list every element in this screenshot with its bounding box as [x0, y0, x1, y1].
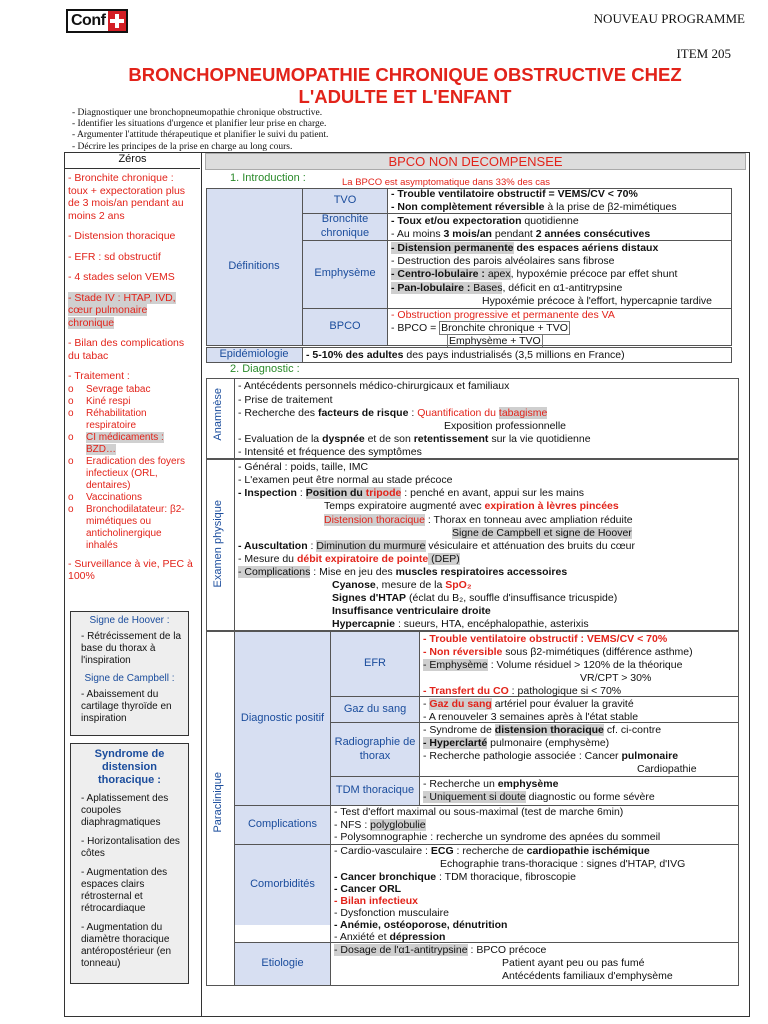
- ex-line: [332, 579, 471, 591]
- treatment-item: o Sevrage tabac: [68, 384, 196, 396]
- campbell-title: Signe de Campbell :: [84, 673, 175, 684]
- hoover-text: - Rétrécissement de la base du thorax à l'inspiration: [81, 631, 182, 666]
- x-rest: : Mise en jeu des: [310, 566, 396, 578]
- radio-label: Radiographie de thorax: [334, 736, 416, 762]
- m-rest: - Cardio-vasculaire :: [334, 845, 431, 857]
- comp-line: [334, 819, 426, 831]
- treatment-item: [68, 432, 196, 456]
- efr-line: VR/CPT > 30%: [580, 672, 652, 684]
- zero-stade-iv: - Stade IV : HTAP, IVD, cœur pulmonaire chronique: [68, 291, 176, 329]
- e-rest: , déficit en α1-antitrypsine: [502, 282, 623, 294]
- zero-item: - Bronchite chronique : toux + expectoration plus de 3 mois/an pendant au moins 2 ans: [68, 172, 186, 222]
- item-number: ITEM 205: [676, 46, 731, 61]
- zeros-heading: Zéros: [65, 153, 200, 169]
- ex-line: [238, 540, 635, 552]
- conf-plus-logo: [66, 9, 128, 33]
- objective: - Diagnostiquer une bronchopneumopathie chronique obstructive.: [72, 108, 323, 118]
- treatment-list: [68, 384, 196, 552]
- tvo-rest: à la prise de β2-mimétiques: [544, 201, 677, 213]
- bpco-line: - Obstruction progressive et permanente des VA: [391, 309, 615, 321]
- c-rest: - NFS :: [334, 819, 371, 831]
- treatment-item: o Eradication des foyers infectieux (ORL, dentaires): [68, 456, 196, 492]
- examen-label: Examen physique: [212, 500, 224, 588]
- emph-line: - Destruction des parois alvéolaires sans fibrose: [391, 255, 615, 267]
- ex-line: [238, 487, 584, 499]
- ci-medicaments: CI médicaments :: [86, 431, 164, 443]
- page-title: [60, 64, 750, 108]
- a-bold: dyspnée: [322, 433, 365, 445]
- objectives-list: [72, 108, 328, 153]
- b-bold: - Toux et/ou expectoration: [391, 215, 522, 227]
- tvo-line: - Trouble ventilatoire obstructif = VEMS/CV < 70%: [391, 188, 638, 200]
- bronchite-line: [391, 228, 650, 240]
- a-bold: retentissement: [413, 433, 489, 445]
- x-bold: Cyanose: [332, 579, 376, 591]
- intro-note: La BPCO est asymptomatique dans 33% des cas: [342, 177, 551, 188]
- a-rest: - Evaluation de la: [238, 433, 323, 445]
- r-bold: distension thoracique: [494, 724, 604, 736]
- efr-line: - Trouble ventilatoire obstructif : VEMS/CV < 70%: [423, 633, 668, 645]
- zero-item: - Distension thoracique: [68, 230, 176, 242]
- m-bold: cardiopathie ischémique: [526, 845, 650, 857]
- intro-title: 1. Introduction :: [230, 172, 306, 184]
- treatment-item: o Bronchodilatateur: β2-mimétiques ou anticholinergique inhalés: [68, 504, 196, 552]
- ana-line: Exposition professionnelle: [444, 420, 566, 432]
- ep-bold: - 5-10% des adultes: [306, 349, 404, 361]
- t-rest: - Recherche un: [423, 778, 498, 790]
- treatment-item: o Kiné respi: [68, 396, 196, 408]
- ana-line: [238, 433, 591, 445]
- treatment-item: o Vaccinations: [68, 492, 196, 504]
- e-bold: - Centro-lobulaire :: [391, 268, 488, 280]
- r-rest: pulmonaire (emphysème): [487, 737, 610, 749]
- bpco-line: [447, 335, 543, 347]
- definitions-label: Définitions: [228, 260, 280, 273]
- etio-line: Patient ayant peu ou pas fumé: [502, 957, 645, 969]
- ex-line: - Général : poids, taille, IMC: [238, 461, 369, 473]
- e-hl: Bases: [470, 282, 503, 294]
- divider: [387, 188, 388, 346]
- x-hl: Position du: [305, 487, 366, 499]
- r-bold: pulmonaire: [621, 750, 679, 762]
- e-bold: des espaces aériens distaux: [513, 242, 659, 254]
- anamnese-label: Anamnèse: [212, 388, 224, 441]
- x-hl: - Complications: [238, 566, 311, 578]
- x-rest: (éclat du B₂, souffle d'insuffisance tricuspide): [406, 592, 618, 604]
- hoover-title: Signe de Hoover :: [89, 615, 170, 626]
- e-hl: - Dosage de l'α1-antitrypsine: [334, 944, 468, 956]
- diagnostic-title: 2. Diagnostic :: [230, 363, 300, 375]
- x-hl: Signe de Campbell et signe de Hoover: [452, 527, 632, 539]
- cm-line: - Anémie, ostéoporose, dénutrition: [334, 919, 508, 931]
- efr-label: EFR: [364, 657, 386, 670]
- m-rest: : recherche de: [453, 845, 527, 857]
- a-red: Quantification du: [417, 407, 499, 419]
- t-rest: diagnostic ou forme sévère: [525, 791, 655, 803]
- objective: - Identifier les situations d'urgence et planifier leur prise en charge.: [72, 119, 327, 130]
- programme-label: NOUVEAU PROGRAMME: [593, 11, 745, 26]
- bzd: BZD…: [86, 443, 116, 455]
- bpco-box: Bronchite chronique + TVO: [441, 322, 568, 334]
- title-line-2: L'ADULTE ET L'ENFANT: [298, 86, 512, 107]
- x-rest: :: [307, 540, 317, 552]
- distension-item: - Aplatissement des coupoles diaphragmatiques: [81, 793, 169, 828]
- divider: [419, 631, 420, 806]
- paraclinique-label: Paraclinique: [212, 772, 224, 833]
- x-hl: (DEP): [428, 553, 460, 565]
- ex-line: [324, 514, 633, 526]
- x-red: tripode: [365, 487, 402, 499]
- efr-line: [423, 646, 693, 658]
- f-rest: : pathologique si < 70%: [508, 685, 622, 697]
- f-red: - Non réversible: [423, 646, 503, 658]
- g-red: Gaz du sang: [429, 698, 492, 710]
- e-rest: : BPCO précoce: [467, 944, 547, 956]
- x-rest: Temps expiratoire augmenté avec: [324, 500, 485, 512]
- emph-line: [391, 242, 658, 254]
- ana-line: - Antécédents personnels médico-chirurgicaux et familiaux: [238, 380, 510, 392]
- x-bold: - Inspection: [238, 487, 297, 499]
- e-bold: - Distension permanente: [391, 242, 514, 254]
- treatment-item: o Réhabilitation respiratoire: [68, 408, 196, 432]
- zero-item: [68, 292, 196, 330]
- zeros-list: [68, 172, 196, 591]
- objective: - Argumenter l'attitude thérapeutique et planifier le suivi du patient.: [72, 130, 329, 141]
- x-bold: Signes d'HTAP: [332, 592, 407, 604]
- g-rest: -: [423, 698, 430, 710]
- r-bold: - Hyperclarté: [423, 737, 488, 749]
- a-bold: facteurs de risque: [317, 407, 409, 419]
- distension-item: - Horizontalisation des côtes: [81, 836, 180, 859]
- cm-line: [334, 845, 650, 857]
- c-hl: polyglobulie: [370, 819, 426, 831]
- b-rest: pendant: [491, 228, 536, 240]
- x-bold: Hypercapnie: [332, 618, 396, 630]
- zero-suivi: - Surveillance à vie, PEC à 100%: [68, 557, 193, 582]
- bronchite-line: [391, 215, 579, 227]
- comorbid-text: Comorbidités: [250, 878, 315, 891]
- comp-line: - Test d'effort maximal ou sous-maximal (test de marche 6min): [334, 806, 624, 818]
- tdm-label: TDM thoracique: [335, 784, 415, 797]
- ex-line: [452, 527, 632, 539]
- divider: [302, 347, 303, 363]
- r-rest: cf. ci-contre: [603, 724, 662, 736]
- cm-line: [334, 931, 445, 943]
- bpco-box: Emphysème + TVO: [449, 335, 541, 347]
- emph-line: Hypoxémie précoce à l'effort, hypercapnie tardive: [482, 295, 713, 307]
- bpco-label: BPCO: [329, 320, 361, 333]
- f-rest: sous β2-mimétiques (différence asthme): [502, 646, 693, 658]
- radio-line: [423, 750, 678, 762]
- radio-line: Cardiopathie: [637, 763, 697, 775]
- b-rest: - Au moins: [391, 228, 444, 240]
- etio-line: Antécédents familiaux d'emphysème: [502, 970, 673, 982]
- t-hl: - Uniquement si doute: [423, 791, 526, 803]
- x-rest: : sueurs, HTA, encéphalopathie, asterixis: [395, 618, 589, 630]
- x-red: débit expiratoire de pointe: [296, 553, 429, 565]
- zero-item: - Bilan des complications du tabac: [68, 337, 185, 362]
- gds-label: Gaz du sang: [343, 702, 407, 715]
- tvo-bold: - Non complètement réversible: [391, 201, 545, 213]
- f-red: - Transfert du CO: [423, 685, 509, 697]
- comorbid-label: [235, 845, 330, 925]
- campbell-text: - Abaissement du cartilage thyroïde en inspiration: [81, 689, 172, 724]
- zero-item: - EFR : sd obstructif: [68, 250, 161, 263]
- tvo-label: TVO: [333, 193, 357, 206]
- divider: [234, 459, 235, 631]
- b-rest: quotidienne: [521, 215, 579, 227]
- x-red: SpO₂: [445, 579, 472, 591]
- f-hl: - Emphysème: [423, 659, 488, 671]
- efr-line: [423, 659, 682, 671]
- comp-line: - Polysomnographie : recherche un syndrome des apnées du sommeil: [334, 831, 661, 843]
- hoover-campbell-box: [70, 611, 189, 736]
- radio-line: [423, 724, 661, 736]
- epidemio-label: Epidémiologie: [219, 348, 289, 361]
- cm-line: Echographie trans-thoracique : signes d'HTAP, d'IVG: [440, 858, 686, 870]
- emph-line: [391, 268, 677, 280]
- f-rest: : Volume résiduel > 120% de la théorique: [487, 659, 683, 671]
- etio-label: Etiologie: [261, 957, 304, 970]
- r-rest: - Recherche pathologie associée : Cancer: [423, 750, 622, 762]
- ex-line: [238, 566, 567, 578]
- zero-item: - 4 stades selon VEMS: [68, 271, 175, 283]
- zero-item: - Traitement :: [68, 370, 130, 382]
- diagpos-label: Diagnostic positif: [240, 711, 325, 724]
- distension-item: - Augmentation du diamètre thoracique antéropostérieur (en tonneau): [81, 922, 172, 969]
- emphyseme-label: Emphysème: [314, 267, 376, 280]
- distension-title: Syndrome de distension thoracique :: [94, 748, 165, 786]
- e-hl: apex: [487, 268, 511, 280]
- x-bold: muscles respiratoires accessoires: [395, 566, 568, 578]
- ex-line: [324, 500, 619, 512]
- logo-text: Conf: [71, 12, 106, 30]
- a-rest: :: [408, 407, 418, 419]
- x-hl: Diminution du murmure: [316, 540, 426, 552]
- m-bold: ECG: [430, 845, 454, 857]
- m-bold: - Cancer bronchique: [334, 871, 437, 883]
- t-bold: emphysème: [497, 778, 559, 790]
- b-bold: 2 années consécutives: [535, 228, 651, 240]
- distension-box: [70, 743, 189, 984]
- epidemio-text: [306, 349, 625, 361]
- ex-line: [238, 553, 460, 565]
- emph-line: [391, 282, 622, 294]
- ana-line: - Prise de traitement: [238, 394, 333, 406]
- ex-line: [332, 618, 589, 630]
- x-red: expiration à lèvres pincées: [484, 500, 619, 512]
- bronchite-label: Bronchite chronique: [320, 213, 370, 239]
- ex-line: Insuffisance ventriculaire droite: [332, 605, 491, 617]
- e-bold: - Pan-lobulaire :: [391, 282, 471, 294]
- complications-label: Complications: [247, 818, 318, 831]
- ex-line: - L'examen peut être normal au stade précoce: [238, 474, 453, 486]
- x-rest: - Mesure du: [238, 553, 297, 565]
- a-red: tabagisme: [498, 407, 548, 419]
- g-rest: artériel pour évaluer la gravité: [491, 698, 634, 710]
- bpco-line: [391, 322, 570, 334]
- r-rest: - Syndrome de: [423, 724, 495, 736]
- x-rest: vésiculaire et atténuation des bruits du cœur: [425, 540, 636, 552]
- e-rest: , hypoxémie précoce par effet shunt: [510, 268, 678, 280]
- cm-line: - Dysfonction musculaire: [334, 907, 449, 919]
- etio-line: [334, 944, 546, 956]
- tvo-line: [391, 201, 677, 213]
- a-rest: et de son: [364, 433, 414, 445]
- tdm-line: [423, 778, 558, 790]
- bpco-heading: BPCO NON DECOMPENSEE: [205, 153, 746, 170]
- x-bold: - Auscultation: [238, 540, 308, 552]
- ep-rest: des pays industrialisés (3,5 millions en France): [403, 349, 625, 361]
- b-bold: 3 mois/an: [443, 228, 492, 240]
- title-line-1: BRONCHOPNEUMOPATHIE CHRONIQUE OBSTRUCTIVE CHEZ: [128, 64, 682, 85]
- m-bold: dépression: [389, 931, 446, 943]
- radio-line: [423, 737, 609, 749]
- m-rest: : TDM thoracique, fibroscopie: [436, 871, 576, 883]
- gds-line: - A renouveler 3 semaines après à l'état stable: [423, 711, 639, 723]
- x-rest: :: [296, 487, 306, 499]
- bpco-eq: - BPCO =: [391, 322, 440, 334]
- cm-line: - Bilan infectieux: [334, 895, 419, 907]
- m-rest: - Anxiété et: [334, 931, 390, 943]
- x-rest: : penché en avant, appui sur les mains: [401, 487, 585, 499]
- tdm-line: [423, 791, 655, 803]
- ana-line: - Intensité et fréquence des symptômes: [238, 446, 422, 458]
- x-red: Distension thoracique: [324, 514, 425, 526]
- x-rest: , mesure de la: [375, 579, 446, 591]
- cm-line: [334, 871, 576, 883]
- ex-line: [332, 592, 617, 604]
- divider: [234, 378, 235, 459]
- efr-line: [423, 685, 621, 697]
- a-rest: sur la vie quotidienne: [488, 433, 591, 445]
- gds-line: [423, 698, 634, 710]
- distension-item: - Augmentation des espaces clairs rétrosternal et rétrocardiaque: [81, 867, 168, 914]
- ana-line: [238, 407, 547, 419]
- red-cross-icon: [108, 11, 126, 31]
- column-divider: [201, 152, 202, 1017]
- x-rest: : Thorax en tonneau avec ampliation réduite: [424, 514, 633, 526]
- cm-line: - Cancer ORL: [334, 883, 402, 895]
- objective: - Décrire les principes de la prise en charge au long cours.: [72, 141, 293, 152]
- a-rest: - Recherche des: [238, 407, 318, 419]
